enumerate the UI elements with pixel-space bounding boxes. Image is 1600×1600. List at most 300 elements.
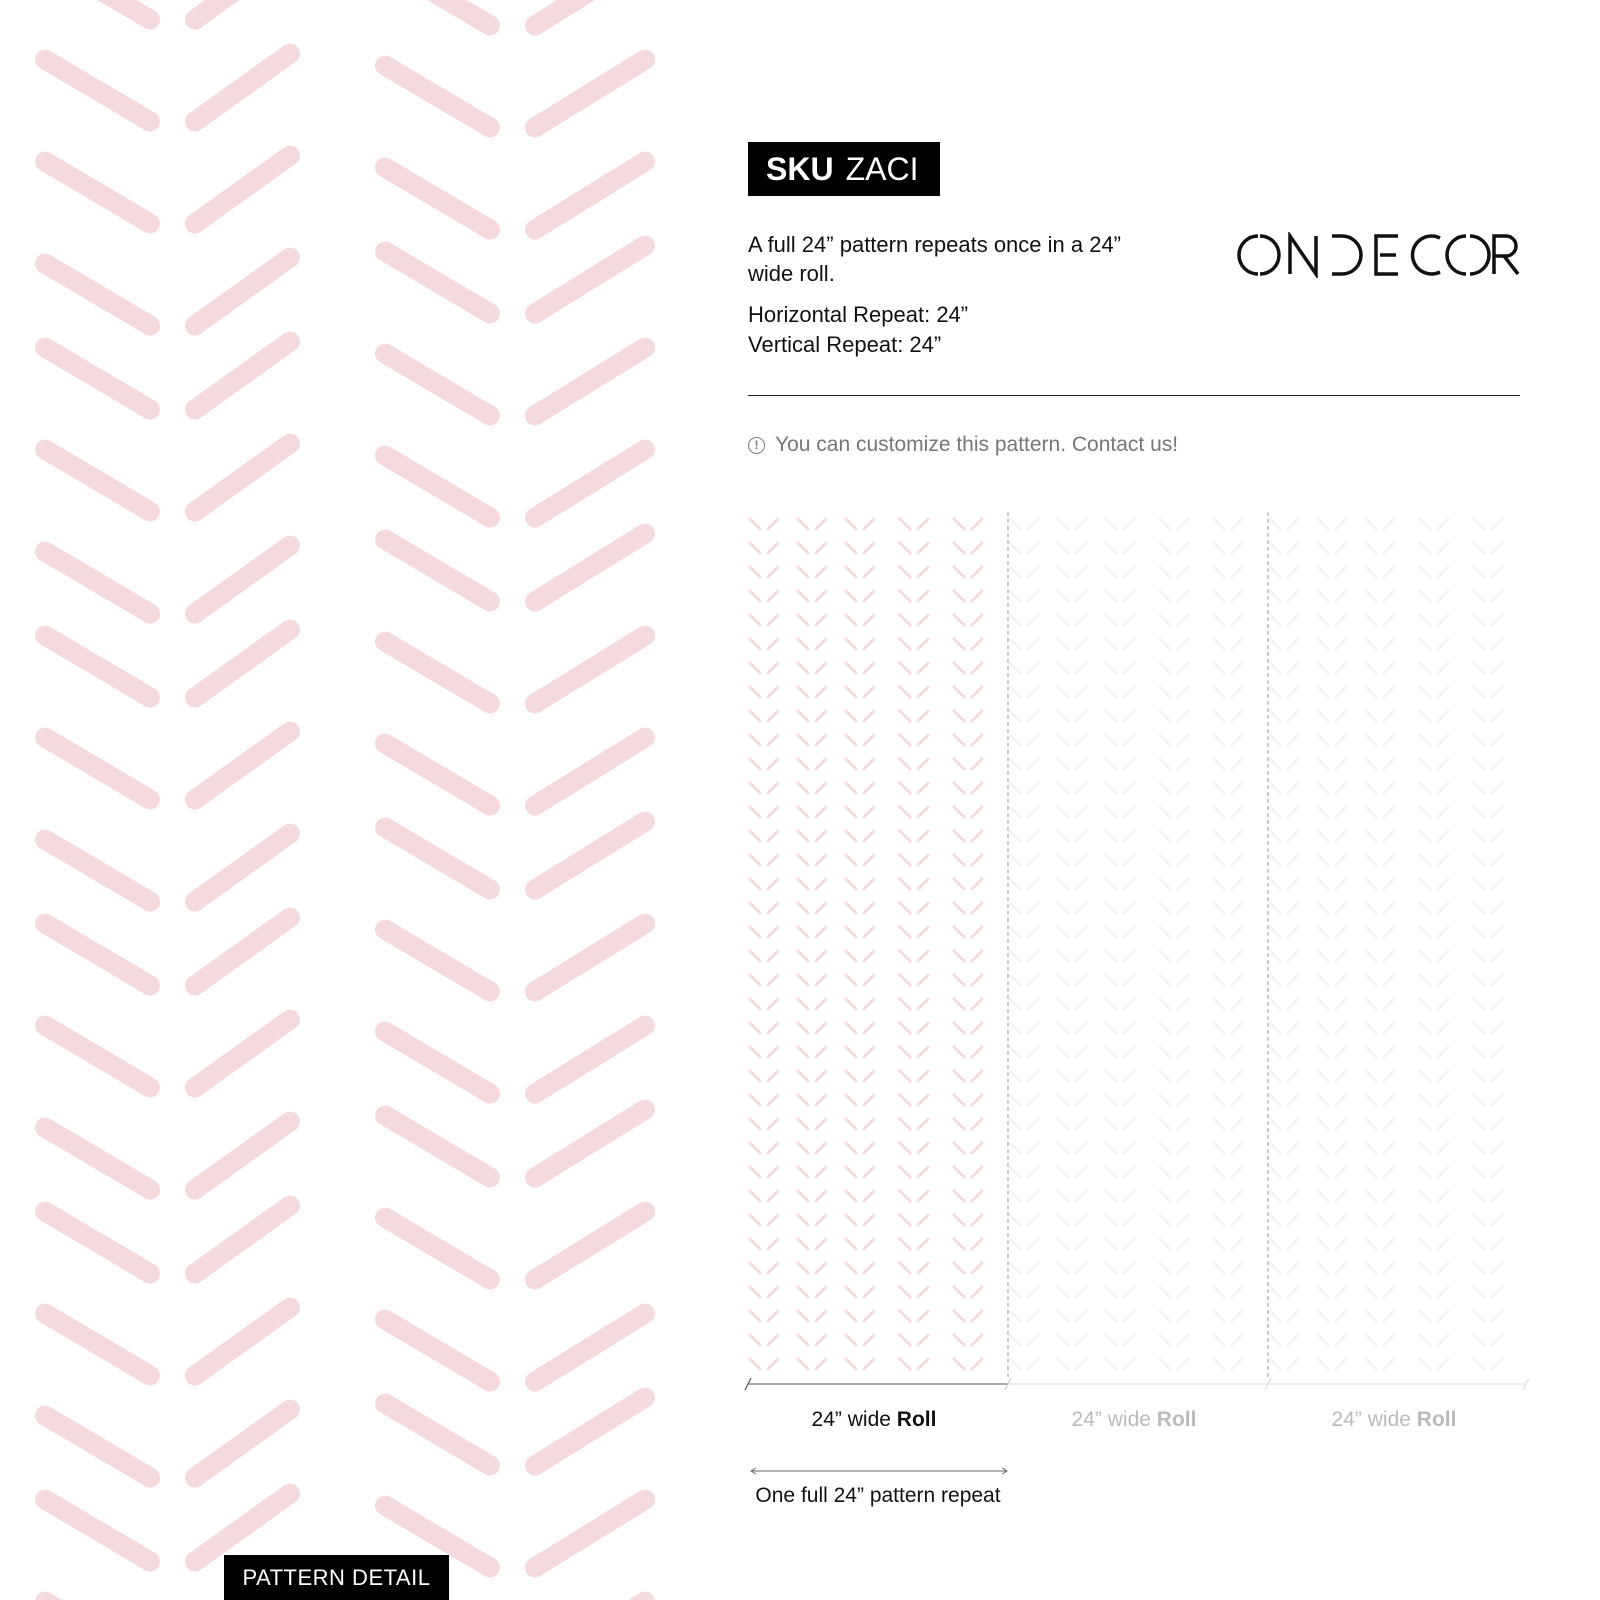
roll-pattern-mark [1438, 519, 1448, 529]
roll-pattern-mark [1366, 519, 1376, 529]
roll-pattern-mark [1232, 951, 1242, 961]
roll-pattern-mark [900, 519, 910, 529]
roll-pattern-mark [1232, 903, 1242, 913]
roll-pattern-mark [1384, 903, 1394, 913]
pattern-stroke [45, 1416, 150, 1478]
roll-pattern-mark [1160, 1167, 1170, 1177]
roll-layout-diagram [740, 510, 1530, 1390]
pattern-stroke [195, 444, 290, 512]
roll-pattern-mark [954, 879, 964, 889]
roll-pattern-mark [1318, 831, 1328, 841]
roll-pattern-mark [1010, 999, 1020, 1009]
roll-pattern-mark [1160, 663, 1170, 673]
roll-pattern-mark [1106, 591, 1116, 601]
roll-pattern-mark [1028, 1119, 1038, 1129]
roll-pattern-mark [1106, 927, 1116, 937]
roll-pattern-mark [768, 1215, 778, 1225]
roll-pattern-mark [846, 831, 856, 841]
roll-pattern-mark [1336, 831, 1346, 841]
roll-pattern-mark [1384, 567, 1394, 577]
roll-pattern-mark [1270, 1215, 1280, 1225]
roll-pattern-mark [1232, 1191, 1242, 1201]
roll-pattern-mark [1028, 567, 1038, 577]
pattern-detail-panel [0, 0, 680, 1600]
roll-pattern-mark [1028, 519, 1038, 529]
roll-pattern-mark [1028, 1215, 1038, 1225]
roll-pattern-mark [864, 543, 874, 553]
roll-pattern-mark [1420, 1167, 1430, 1177]
roll-pattern-mark [1336, 1263, 1346, 1273]
roll-pattern-mark [1384, 759, 1394, 769]
roll-pattern-mark [1028, 903, 1038, 913]
roll-pattern-mark [1336, 1359, 1346, 1369]
roll-pattern-mark [1318, 1095, 1328, 1105]
horizontal-repeat: Horizontal Repeat: 24” [748, 302, 969, 327]
roll-pattern-mark [1366, 1239, 1376, 1249]
roll-pattern-mark [972, 1215, 982, 1225]
roll-pattern-mark [900, 951, 910, 961]
roll-pattern-mark [1160, 999, 1170, 1009]
roll-pattern-mark [1010, 831, 1020, 841]
roll-pattern-mark [1214, 1191, 1224, 1201]
roll-pattern-mark [1010, 519, 1020, 529]
roll-pattern-mark [1420, 1119, 1430, 1129]
roll-pattern-mark [1366, 1215, 1376, 1225]
roll-pattern-mark [1124, 519, 1134, 529]
roll-pattern-mark [1366, 1287, 1376, 1297]
roll-pattern-mark [1420, 1335, 1430, 1345]
roll-pattern-mark [1106, 783, 1116, 793]
roll-pattern-mark [1420, 951, 1430, 961]
roll-pattern-mark [954, 543, 964, 553]
roll-pattern-mark [864, 1311, 874, 1321]
roll-pattern-mark [1076, 1287, 1086, 1297]
roll-pattern-mark [1384, 1167, 1394, 1177]
roll-pattern-mark [1288, 759, 1298, 769]
pattern-stroke [195, 342, 290, 410]
roll-pattern-mark [1318, 1023, 1328, 1033]
roll-pattern-mark [1318, 1263, 1328, 1273]
roll-pattern-mark [1474, 519, 1484, 529]
roll-pattern-mark [864, 687, 874, 697]
pattern-stroke [195, 258, 290, 326]
roll-pattern-mark [750, 1095, 760, 1105]
roll-pattern-mark [1288, 639, 1298, 649]
roll-pattern-mark [1492, 615, 1502, 625]
roll-pattern-mark [1058, 1095, 1068, 1105]
pattern-stroke [45, 1026, 150, 1088]
roll-pattern-mark [1384, 1095, 1394, 1105]
roll-pattern-mark [900, 615, 910, 625]
roll-pattern-mark [1076, 687, 1086, 697]
roll-pattern-mark [1336, 927, 1346, 937]
roll-pattern-mark [1288, 879, 1298, 889]
roll-pattern-mark [954, 1191, 964, 1201]
roll-pattern-mark [972, 1143, 982, 1153]
roll-pattern-mark [1160, 1095, 1170, 1105]
roll-pattern-mark [1492, 975, 1502, 985]
roll-pattern-mark [1492, 1023, 1502, 1033]
roll-pattern-mark [1214, 903, 1224, 913]
roll-pattern-mark [1058, 807, 1068, 817]
roll-pattern-mark [1124, 975, 1134, 985]
roll-pattern-mark [1028, 831, 1038, 841]
roll-pattern-mark [1474, 1311, 1484, 1321]
roll-pattern-mark [1336, 543, 1346, 553]
roll-pattern-mark [918, 879, 928, 889]
roll-pattern-mark [972, 1359, 982, 1369]
roll-pattern-mark [846, 1287, 856, 1297]
roll-pattern-mark [816, 615, 826, 625]
roll-pattern-mark [846, 759, 856, 769]
roll-pattern-mark [1336, 1239, 1346, 1249]
roll-pattern-mark [1058, 1215, 1068, 1225]
roll-pattern-mark [1318, 927, 1328, 937]
roll-pattern-mark [1492, 1119, 1502, 1129]
roll-pattern-mark [1318, 999, 1328, 1009]
roll-pattern-mark [798, 687, 808, 697]
roll-pattern-mark [1178, 1215, 1188, 1225]
roll-pattern-mark [816, 1071, 826, 1081]
roll-pattern-mark [1492, 687, 1502, 697]
roll-pattern-mark [1318, 1143, 1328, 1153]
roll-pattern-mark [798, 735, 808, 745]
roll-pattern-mark [1474, 591, 1484, 601]
roll-pattern-mark [1232, 1335, 1242, 1345]
roll-pattern-mark [972, 903, 982, 913]
roll-pattern-mark [954, 759, 964, 769]
roll-pattern-mark [846, 1191, 856, 1201]
roll-pattern-mark [1438, 1263, 1448, 1273]
roll-pattern-mark [900, 687, 910, 697]
roll-pattern-mark [816, 591, 826, 601]
roll-pattern-mark [1010, 1215, 1020, 1225]
roll-pattern-mark [1492, 1167, 1502, 1177]
roll-pattern-mark [846, 663, 856, 673]
roll-pattern-mark [1270, 1191, 1280, 1201]
roll-pattern-mark [750, 903, 760, 913]
roll-pattern-mark [1438, 567, 1448, 577]
roll-pattern-mark [900, 711, 910, 721]
roll-pattern-mark [954, 1311, 964, 1321]
roll-pattern-mark [1160, 855, 1170, 865]
roll-pattern-mark [816, 1239, 826, 1249]
roll-pattern-mark [1492, 1311, 1502, 1321]
roll-pattern-mark [1438, 1023, 1448, 1033]
roll-pattern-mark [1288, 1287, 1298, 1297]
roll-pattern-mark [1178, 543, 1188, 553]
roll-pattern-mark [798, 1023, 808, 1033]
roll-pattern-mark [1178, 1071, 1188, 1081]
roll-pattern-mark [1270, 1143, 1280, 1153]
roll-pattern-mark [864, 831, 874, 841]
roll-pattern-mark [1318, 591, 1328, 601]
roll-pattern-mark [798, 1047, 808, 1057]
roll-pattern-mark [1420, 591, 1430, 601]
roll-pattern-mark [768, 543, 778, 553]
roll-pattern-mark [750, 543, 760, 553]
roll-pattern-mark [1288, 615, 1298, 625]
roll-pattern-mark [1384, 1335, 1394, 1345]
roll-pattern-mark [1438, 1119, 1448, 1129]
roll-pattern-mark [798, 1335, 808, 1345]
info-circle-icon: ! [748, 437, 765, 454]
roll-pattern-mark [1028, 687, 1038, 697]
roll-pattern-mark [768, 1143, 778, 1153]
roll-pattern-mark [972, 1071, 982, 1081]
roll-pattern-mark [1336, 903, 1346, 913]
roll-pattern-mark [972, 783, 982, 793]
roll-pattern-mark [900, 879, 910, 889]
roll-pattern-mark [1160, 543, 1170, 553]
roll-pattern-mark [750, 1215, 760, 1225]
roll-pattern-mark [1336, 783, 1346, 793]
roll-pattern-mark [1214, 855, 1224, 865]
roll-pattern-mark [1178, 1311, 1188, 1321]
pattern-stroke [45, 0, 150, 20]
roll-pattern-mark [750, 1287, 760, 1297]
roll-pattern-mark [798, 663, 808, 673]
roll-pattern-mark [816, 1119, 826, 1129]
roll-pattern-mark [1420, 687, 1430, 697]
roll-pattern-mark [972, 639, 982, 649]
roll-pattern-mark [816, 855, 826, 865]
roll-pattern-mark [1336, 975, 1346, 985]
roll-pattern-mark [816, 735, 826, 745]
roll-pattern-mark [846, 927, 856, 937]
roll-pattern-mark [900, 1047, 910, 1057]
pattern-stroke [45, 840, 150, 902]
roll-pattern-mark [1288, 1023, 1298, 1033]
roll-pattern-mark [1214, 663, 1224, 673]
roll-pattern-mark [1010, 1047, 1020, 1057]
roll-pattern-mark [900, 975, 910, 985]
roll-pattern-mark [1270, 1359, 1280, 1369]
roll-pattern-mark [1028, 735, 1038, 745]
roll-pattern-mark [1336, 1095, 1346, 1105]
roll-pattern-mark [1288, 951, 1298, 961]
roll-pattern-mark [1420, 783, 1430, 793]
roll-pattern-mark [1124, 1263, 1134, 1273]
roll-pattern-mark [1270, 1095, 1280, 1105]
roll-pattern-mark [1178, 687, 1188, 697]
roll-pattern-mark [864, 759, 874, 769]
roll-pattern-mark [1438, 807, 1448, 817]
roll-pattern-mark [798, 783, 808, 793]
roll-pattern-mark [846, 591, 856, 601]
roll-pattern-mark [1058, 975, 1068, 985]
roll-pattern-mark [1420, 519, 1430, 529]
roll-pattern-mark [1318, 1239, 1328, 1249]
roll-pattern-mark [816, 663, 826, 673]
pattern-stroke [195, 156, 290, 224]
pattern-stroke [45, 60, 150, 122]
pattern-stroke [535, 60, 645, 128]
roll-pattern-mark [768, 1119, 778, 1129]
roll-pattern-mark [1232, 1287, 1242, 1297]
roll-pattern-mark [900, 1239, 910, 1249]
roll-pattern-mark [816, 1191, 826, 1201]
roll-pattern-mark [1318, 855, 1328, 865]
roll-pattern-mark [1106, 1167, 1116, 1177]
roll-pattern-mark [1232, 1239, 1242, 1249]
roll-pattern-mark [1270, 567, 1280, 577]
roll-pattern-mark [1178, 1047, 1188, 1057]
roll-pattern-mark [1366, 1023, 1376, 1033]
roll-pattern-mark [1366, 663, 1376, 673]
sku-prefix: SKU [766, 150, 834, 187]
roll-pattern-mark [1474, 1335, 1484, 1345]
roll-pattern-mark [846, 951, 856, 961]
roll-pattern-mark [1232, 1359, 1242, 1369]
pattern-stroke [535, 246, 645, 314]
roll-pattern-mark [1178, 951, 1188, 961]
roll-pattern-mark [1124, 1239, 1134, 1249]
roll-pattern-mark [972, 1167, 982, 1177]
roll-pattern-mark [972, 591, 982, 601]
roll-pattern-mark [1178, 1095, 1188, 1105]
roll-pattern-mark [1288, 711, 1298, 721]
roll-pattern-mark [750, 735, 760, 745]
roll-pattern-mark [750, 1335, 760, 1345]
customize-notice[interactable] [748, 433, 1178, 457]
roll-pattern-mark [1028, 1287, 1038, 1297]
roll-pattern-mark [1474, 1287, 1484, 1297]
roll-pattern-mark [750, 783, 760, 793]
roll-pattern-mark [1160, 639, 1170, 649]
roll-pattern-mark [900, 1119, 910, 1129]
roll-pattern-mark [1474, 567, 1484, 577]
roll-pattern-mark [1076, 543, 1086, 553]
roll-pattern-mark [768, 1071, 778, 1081]
roll-pattern-mark [954, 1023, 964, 1033]
roll-pattern-mark [1438, 1191, 1448, 1201]
roll-pattern-mark [1270, 1119, 1280, 1129]
roll-pattern-mark [1384, 975, 1394, 985]
roll-pattern-mark [1492, 591, 1502, 601]
roll-pattern-mark [768, 1191, 778, 1201]
roll-pattern-mark [1106, 1071, 1116, 1081]
roll-pattern-mark [1214, 1167, 1224, 1177]
roll-pattern-mark [768, 1287, 778, 1297]
roll-pattern-mark [1232, 999, 1242, 1009]
roll-pattern-mark [750, 1047, 760, 1057]
roll-pattern-mark [1058, 1167, 1068, 1177]
roll-pattern-mark [768, 879, 778, 889]
roll-pattern-mark [1106, 1047, 1116, 1057]
roll-pattern-mark [1160, 1119, 1170, 1129]
pattern-stroke [535, 534, 645, 602]
roll-pattern-mark [918, 999, 928, 1009]
roll-pattern-mark [900, 591, 910, 601]
roll-pattern-mark [972, 759, 982, 769]
roll-pattern-mark [798, 1239, 808, 1249]
roll-pattern-mark [954, 1047, 964, 1057]
roll-pattern-mark [918, 1191, 928, 1201]
roll-pattern-mark [1010, 1071, 1020, 1081]
roll-pattern-mark [1124, 1359, 1134, 1369]
roll-pattern-mark [1420, 615, 1430, 625]
roll-pattern-mark [1214, 567, 1224, 577]
roll-pattern-mark [1160, 1023, 1170, 1033]
roll-pattern-mark [864, 1239, 874, 1249]
pattern-detail-illustration [0, 0, 680, 1600]
roll-pattern-mark [1492, 903, 1502, 913]
roll-pattern-mark [1288, 807, 1298, 817]
roll-pattern-mark [1438, 687, 1448, 697]
roll-pattern-mark [768, 663, 778, 673]
roll-pattern-mark [1028, 1167, 1038, 1177]
roll-pattern-mark [1106, 663, 1116, 673]
roll-pattern-mark [846, 903, 856, 913]
roll-pattern-mark [1336, 711, 1346, 721]
roll-pattern-mark [1124, 951, 1134, 961]
roll-pattern-mark [846, 1167, 856, 1177]
roll-pattern-mark [768, 759, 778, 769]
roll-pattern-mark [1366, 951, 1376, 961]
roll-pattern-mark [972, 687, 982, 697]
roll-pattern-mark [1232, 975, 1242, 985]
roll-pattern-mark [1178, 927, 1188, 937]
roll-pattern-mark [798, 1167, 808, 1177]
roll-pattern-mark [1270, 807, 1280, 817]
roll-pattern-mark [1438, 975, 1448, 985]
roll-pattern-mark [768, 783, 778, 793]
roll-pattern-mark [918, 591, 928, 601]
roll-pattern-mark [1076, 1047, 1086, 1057]
pattern-stroke [535, 1398, 645, 1466]
roll-pattern-mark [1492, 567, 1502, 577]
roll-pattern-mark [1106, 1191, 1116, 1201]
roll-pattern-mark [918, 663, 928, 673]
roll-pattern-mark [1384, 951, 1394, 961]
roll-pattern-mark [1318, 567, 1328, 577]
roll-pattern-mark [1336, 951, 1346, 961]
roll-pattern-mark [1124, 903, 1134, 913]
roll-pattern-mark [1270, 759, 1280, 769]
roll-pattern-mark [1178, 519, 1188, 529]
roll-pattern-mark [1336, 855, 1346, 865]
section-divider [748, 395, 1520, 396]
roll-pattern-mark [918, 615, 928, 625]
roll-pattern-mark [972, 519, 982, 529]
roll-pattern-mark [1076, 1191, 1086, 1201]
roll-pattern-mark [798, 951, 808, 961]
roll-pattern-mark [1028, 927, 1038, 937]
roll-pattern-mark [1288, 1047, 1298, 1057]
roll-pattern-mark [1214, 711, 1224, 721]
roll-pattern-mark [798, 519, 808, 529]
roll-pattern-mark [1384, 879, 1394, 889]
roll-pattern-mark [1438, 663, 1448, 673]
roll-pattern-mark [1492, 1095, 1502, 1105]
roll-pattern-mark [1106, 543, 1116, 553]
roll-pattern-mark [1214, 1335, 1224, 1345]
roll-pattern-mark [1270, 1167, 1280, 1177]
roll-pattern-mark [1288, 591, 1298, 601]
roll-pattern-mark [1384, 1239, 1394, 1249]
roll-pattern-mark [1058, 639, 1068, 649]
roll-pattern-mark [1438, 1359, 1448, 1369]
roll-pattern-mark [1232, 711, 1242, 721]
roll-pattern-mark [1474, 903, 1484, 913]
roll-pattern-mark [1178, 1263, 1188, 1273]
roll-pattern-mark [954, 1215, 964, 1225]
roll-pattern-mark [972, 855, 982, 865]
roll-pattern-mark [1160, 1215, 1170, 1225]
roll-pattern-mark [1214, 1311, 1224, 1321]
roll-pattern-mark [1270, 1335, 1280, 1345]
